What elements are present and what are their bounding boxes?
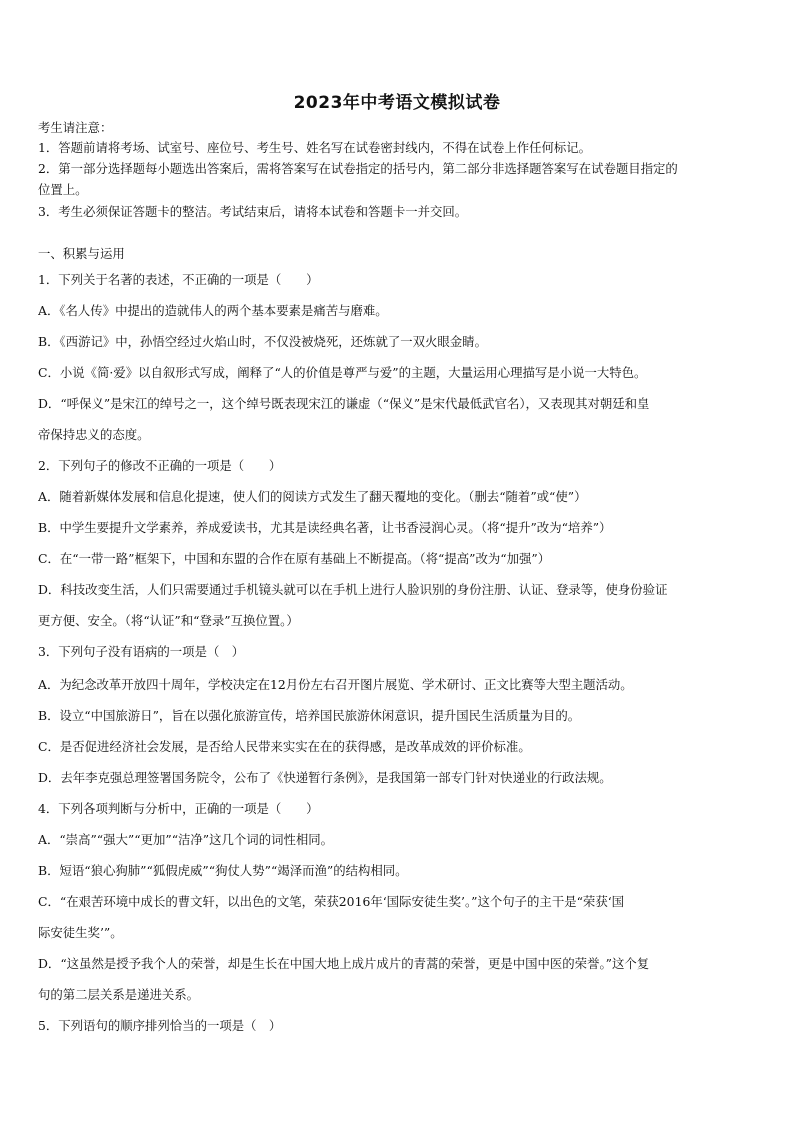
question-1-stem: 1．下列关于名著的表述，不正确的一项是（ ） <box>38 272 319 287</box>
notice-item-2-line-1: 2．第一部分选择题每小题选出答案后，需将答案写在试卷指定的括号内，第二部分非选择题答案写在试卷题目指定的 <box>38 161 678 176</box>
question-1-option-d-line-1: D．“呼保义”是宋江的绰号之一，这个绰号既表现宋江的谦虚（“保义”是宋代最低武官名），又表现其对朝廷和皇 <box>38 396 650 411</box>
question-3-option-a: A．为纪念改革开放四十周年，学校决定在12月份左右召开图片展览、学术研讨、正文比赛等大型主题活动。 <box>38 677 633 692</box>
question-4-option-b: B．短语“狼心狗肺”“狐假虎威”“狗仗人势”“竭泽而渔”的结构相同。 <box>38 863 408 878</box>
question-2-option-d-line-2: 更方便、安全。（将“认证”和“登录”互换位置。） <box>38 613 299 628</box>
question-1-option-d-line-2: 帝保持忠义的态度。 <box>38 427 150 442</box>
question-4-option-d-line-2: 句的第二层关系是递进关系。 <box>38 987 200 1002</box>
question-3-option-d: D．去年李克强总理签署国务院令，公布了《快递暂行条例》，是我国第一部专门针对快递业的行政法规。 <box>38 770 612 785</box>
question-3-option-c: C．是否促进经济社会发展，是否给人民带来实实在在的获得感，是改革成效的评价标准。 <box>38 739 531 754</box>
question-4-option-c-line-1: C．“在艰苦环境中成长的曹文轩，以出色的文笔，荣获2016年‘国际安徒生奖’。”这个句子的主干是“荣获‘国 <box>38 894 625 909</box>
page-title: 2023年中考语文模拟试卷 <box>293 93 501 113</box>
notice-item-2-line-2: 位置上。 <box>38 182 88 197</box>
question-2-option-c: C．在“一带一路”框架下，中国和东盟的合作在原有基础上不断提高。（将“提高”改为“加强”） <box>38 551 551 566</box>
question-2-option-a: A．随着新媒体发展和信息化提速，使人们的阅读方式发生了翻天覆地的变化。（删去“随着”或“使”） <box>38 489 587 504</box>
question-4-stem: 4．下列各项判断与分析中，正确的一项是（ ） <box>38 801 319 816</box>
question-4-option-c-line-2: 际安徒生奖’”。 <box>38 925 123 940</box>
notice-heading: 考生请注意： <box>38 120 113 135</box>
question-1-option-b: B．《西游记》中，孙悟空经过火焰山时，不仅没被烧死，还炼就了一双火眼金睛。 <box>38 334 487 349</box>
question-2-option-b: B．中学生要提升文学素养，养成爱读书，尤其是读经典名著，让书香浸润心灵。（将“提升”改为“培养”） <box>38 520 612 535</box>
question-4-option-a: A．“崇高”“强大”“更加”“洁净”这几个词的词性相同。 <box>38 832 334 847</box>
notice-item-3: 3．考生必须保证答题卡的整洁。考试结束后，请将本试卷和答题卡一并交回。 <box>38 204 468 219</box>
notice-item-1: 1．答题前请将考场、试室号、座位号、考生号、姓名写在试卷密封线内，不得在试卷上作任何标记。 <box>38 140 592 155</box>
question-2-option-d-line-1: D．科技改变生活，人们只需要通过手机镜头就可以在手机上进行人脸识别的身份注册、认证、登录等，使身份验证 <box>38 582 668 597</box>
question-4-option-d-line-1: D．“这虽然是授予我个人的荣誉，却是生长在中国大地上成片成片的青蒿的荣誉，更是中国中医的荣誉。”这个复 <box>38 956 650 971</box>
question-5-stem: 5．下列语句的顺序排列恰当的一项是（ ） <box>38 1018 282 1033</box>
question-1-option-c: C．小说《简·爱》以自叙形式写成，阐释了“人的价值是尊严与爱”的主题，大量运用心理描写是小说一大特色。 <box>38 365 647 380</box>
question-3-stem: 3．下列句子没有语病的一项是（ ） <box>38 644 245 659</box>
question-3-option-b: B．设立“中国旅游日”，旨在以强化旅游宣传，培养国民旅游休闲意识，提升国民生活质量为目的。 <box>38 708 581 723</box>
question-1-option-a: A．《名人传》中提出的造就伟人的两个基本要素是痛苦与磨难。 <box>38 303 388 318</box>
section-heading: 一、积累与运用 <box>38 246 125 261</box>
question-2-stem: 2．下列句子的修改不正确的一项是（ ） <box>38 458 282 473</box>
